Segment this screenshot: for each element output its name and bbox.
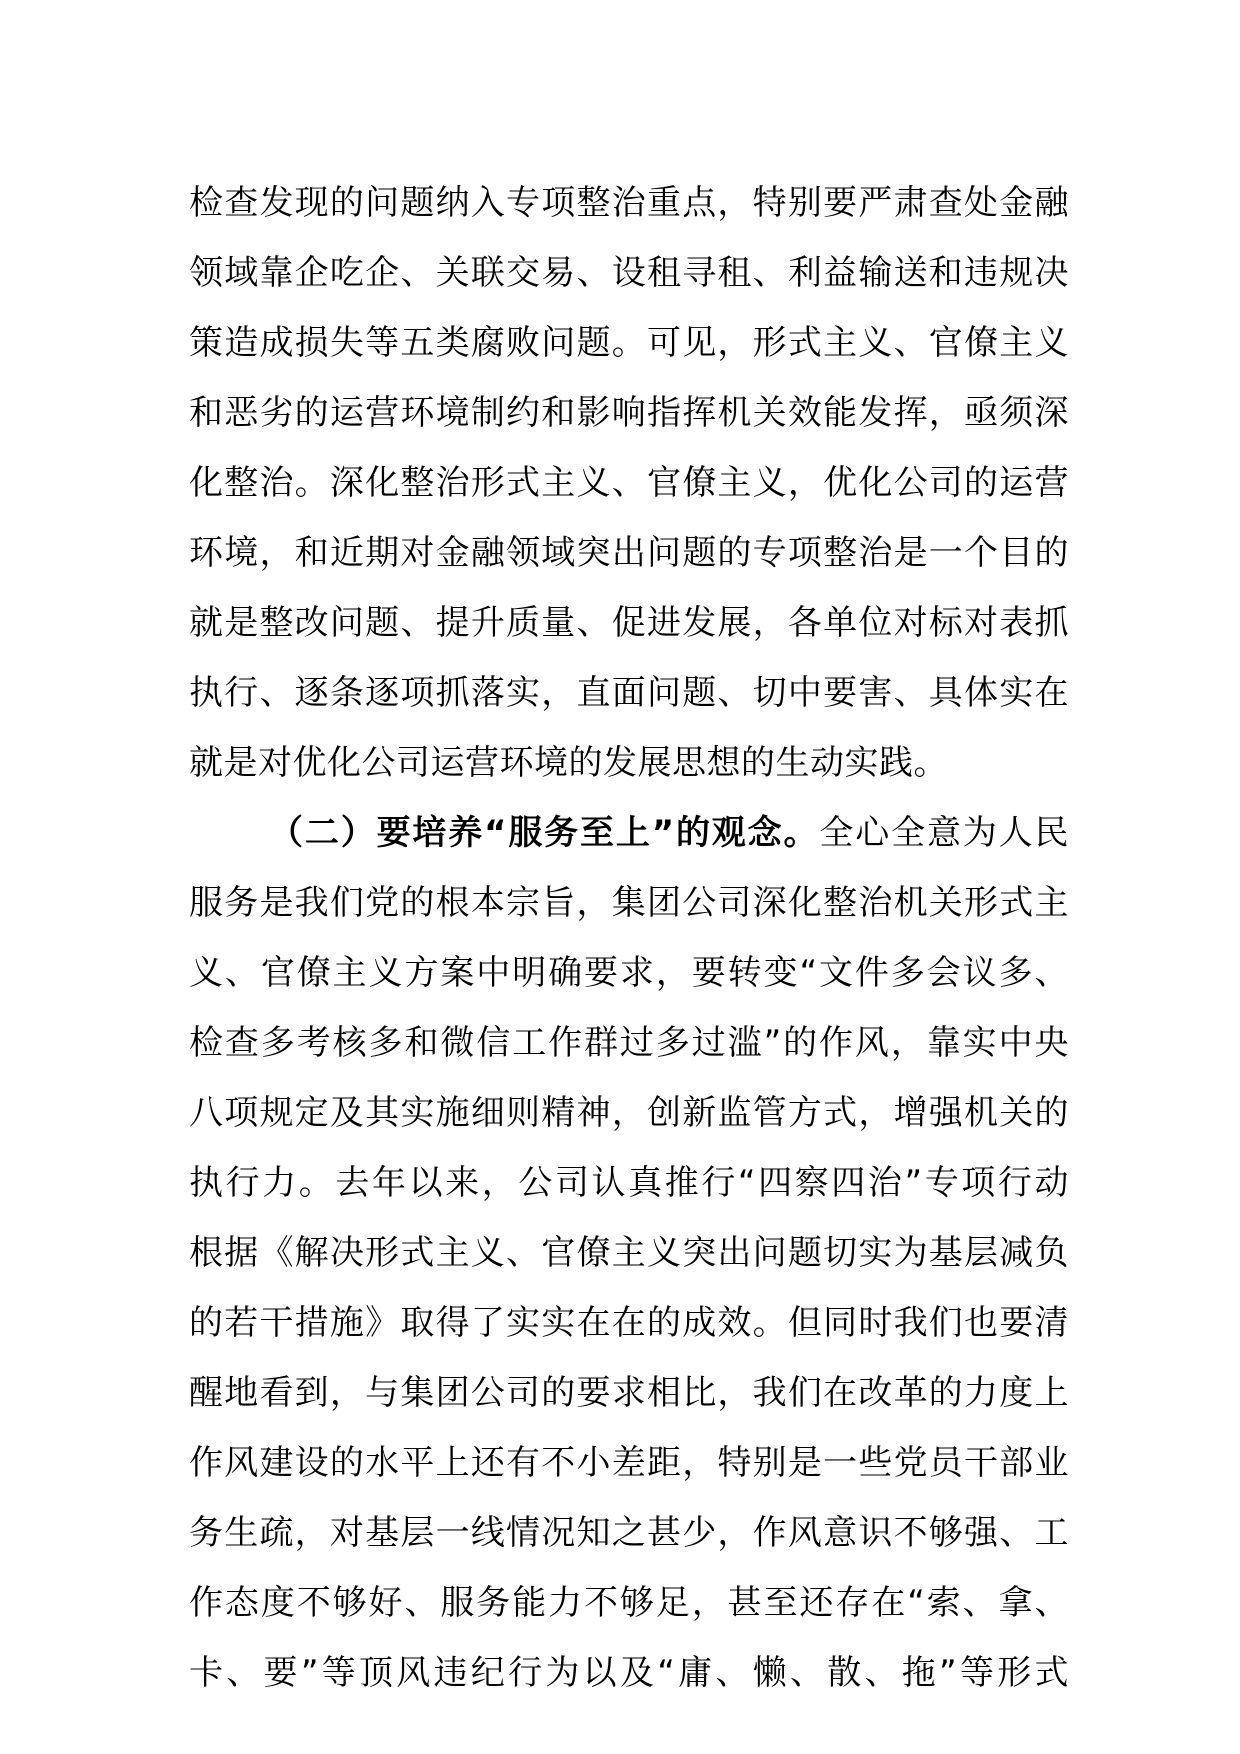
paragraph-2-line: 服务是我们党的根本宗旨，集团公司深化整治机关形式主 [189, 883, 1069, 923]
paragraph-1-line: 就是对优化公司运营环境的发展思想的生动实践。 [189, 743, 948, 783]
paragraph-2-line: 作态度不够好、服务能力不够足，甚至还存在“索、拿、 [189, 1583, 1069, 1623]
paragraph-1-line: 检查发现的问题纳入专项整治重点，特别要严肃查处金融 [189, 183, 1069, 223]
paragraph-2-line: 醒地看到，与集团公司的要求相比，我们在改革的力度上 [189, 1373, 1069, 1413]
paragraph-2-line: 检查多考核多和微信工作群过多过滥”的作风，靠实中央 [189, 1023, 1069, 1063]
paragraph-2-line: 务生疏，对基层一线情况知之甚少，作风意识不够强、工 [189, 1513, 1069, 1553]
section-heading: （二）要培养“服务至上”的观念。 [269, 813, 820, 853]
paragraph-1-line: 领域靠企吃企、关联交易、设租寻租、利益输送和违规决 [189, 253, 1069, 293]
paragraph-1-line: 化整治。深化整治形式主义、官僚主义，优化公司的运营 [189, 463, 1069, 503]
paragraph-2-line: 卡、要”等顶风违纪行为以及“庸、懒、散、拖”等形式 [189, 1653, 1069, 1693]
paragraph-2-first-line-text: 全心全意为人民 [819, 813, 1070, 853]
paragraph-2-line: 的若干措施》取得了实实在在的成效。但同时我们也要清 [189, 1303, 1069, 1343]
paragraph-2-first-line [189, 798, 1069, 868]
body-text [189, 168, 1069, 1708]
paragraph-1-line: 和恶劣的运营环境制约和影响指挥机关效能发挥，亟须深 [189, 393, 1069, 433]
paragraph-1-line: 策造成损失等五类腐败问题。可见，形式主义、官僚主义 [189, 323, 1069, 363]
paragraph-1-line: 执行、逐条逐项抓落实，直面问题、切中要害、具体实在 [189, 673, 1069, 713]
paragraph-2-line: 根据《解决形式主义、官僚主义突出问题切实为基层减负 [189, 1233, 1069, 1273]
paragraph-2-line: 义、官僚主义方案中明确要求，要转变“文件多会议多、 [189, 953, 1069, 993]
paragraph-1-line: 环境，和近期对金融领域突出问题的专项整治是一个目的 [189, 533, 1069, 573]
paragraph-2-line: 作风建设的水平上还有不小差距，特别是一些党员干部业 [189, 1443, 1069, 1483]
paragraph-1-line: 就是整改问题、提升质量、促进发展，各单位对标对表抓 [189, 603, 1069, 643]
paragraph-2-line: 八项规定及其实施细则精神，创新监管方式，增强机关的 [189, 1093, 1069, 1133]
paragraph-2-line: 执行力。去年以来，公司认真推行“四察四治”专项行动 [189, 1163, 1069, 1203]
